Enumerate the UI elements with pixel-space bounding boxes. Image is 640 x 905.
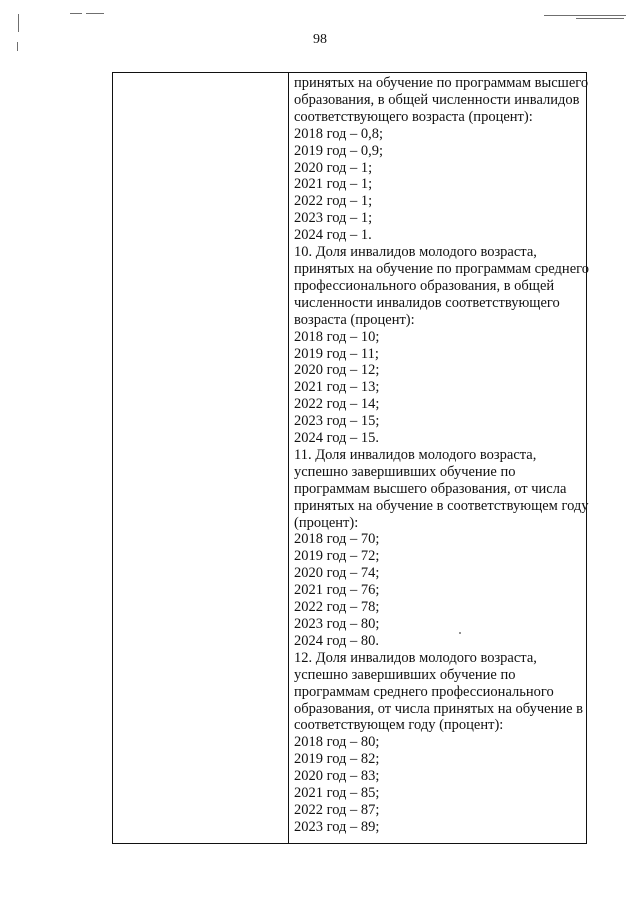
year-value-line: 2020 год – 83;	[294, 768, 380, 785]
year-value-line: 2022 год – 1;	[294, 193, 373, 210]
year-value-line: 2019 год – 11;	[294, 345, 379, 362]
year-value-line: 2024 год – 80.	[294, 632, 380, 649]
scan-artifact-mark	[18, 14, 19, 32]
year-value-line: 2024 год – 15.	[294, 430, 380, 447]
scan-artifact-mark	[576, 18, 624, 19]
page-number: 98	[313, 32, 327, 47]
indicator-heading-line: 10. Доля инвалидов молодого возраста,	[294, 244, 537, 261]
year-value-line: 2024 год – 1.	[294, 227, 372, 244]
text-line: успешно завершивших обучение по	[294, 666, 516, 683]
year-value-line: 2021 год – 13;	[294, 379, 380, 396]
year-value-line: 2019 год – 72;	[294, 548, 380, 565]
text-line: профессионального образования, в общей	[294, 277, 555, 294]
year-value-line: 2023 год – 80;	[294, 616, 380, 632]
text-line: соответствующем году (процент):	[294, 717, 504, 734]
year-value-line: 2020 год – 12;	[294, 362, 380, 379]
indicator-heading-line: 11. Доля инвалидов молодого возраста,	[294, 446, 537, 463]
table-right-cell	[290, 73, 589, 843]
year-value-line: 2020 год – 74;	[294, 565, 380, 582]
indicator-heading-line: 12. Доля инвалидов молодого возраста,	[294, 649, 537, 666]
year-value-line: 2023 год – 15;	[294, 413, 380, 430]
text-line: программам среднего профессионального	[294, 683, 554, 700]
year-value-line: 2023 год – 1;	[294, 210, 373, 227]
year-value-line: 2021 год – 76;	[294, 582, 380, 599]
year-value-line: 2018 год – 80;	[294, 734, 380, 751]
scan-artifact-mark	[544, 15, 626, 16]
year-value-line: 2018 год – 10;	[294, 328, 380, 345]
year-value-line: 2019 год – 0,9;	[294, 142, 384, 159]
text-line: образования, от числа принятых на обучение в	[294, 700, 583, 717]
year-value-line: 2022 год – 78;	[294, 599, 380, 616]
text-line: возраста (процент):	[294, 311, 415, 328]
year-value-line: 2018 год – 0,8;	[294, 125, 384, 142]
text-line: образования, в общей численности инвалидов	[294, 91, 580, 108]
text-line: программам высшего образования, от числа	[294, 480, 567, 497]
document-table	[112, 72, 587, 844]
text-line: принятых на обучение в соответствующем году	[294, 497, 589, 514]
scan-artifact-mark	[70, 13, 82, 14]
text-line: успешно завершивших обучение по	[294, 463, 516, 480]
year-value-line: 2021 год – 85;	[294, 785, 380, 802]
scan-artifact-mark	[86, 13, 104, 14]
text-line: принятых на обучение по программам высшего	[294, 75, 589, 91]
year-value-line: 2018 год – 70;	[294, 531, 380, 548]
year-value-line: 2023 год – 89;	[294, 818, 380, 835]
text-line: численности инвалидов соответствующего	[294, 294, 560, 311]
year-value-line: 2022 год – 14;	[294, 396, 380, 413]
year-value-line: 2019 год – 82;	[294, 751, 380, 768]
text-line: (процент):	[294, 514, 359, 531]
text-line: принятых на обучение по программам среднего	[294, 260, 589, 277]
text-line: соответствующего возраста (процент):	[294, 108, 533, 125]
year-value-line: 2020 год – 1;	[294, 159, 373, 176]
table-left-cell	[113, 73, 289, 843]
year-value-line: 2022 год – 87;	[294, 801, 380, 818]
year-value-line: 2021 год – 1;	[294, 176, 373, 193]
